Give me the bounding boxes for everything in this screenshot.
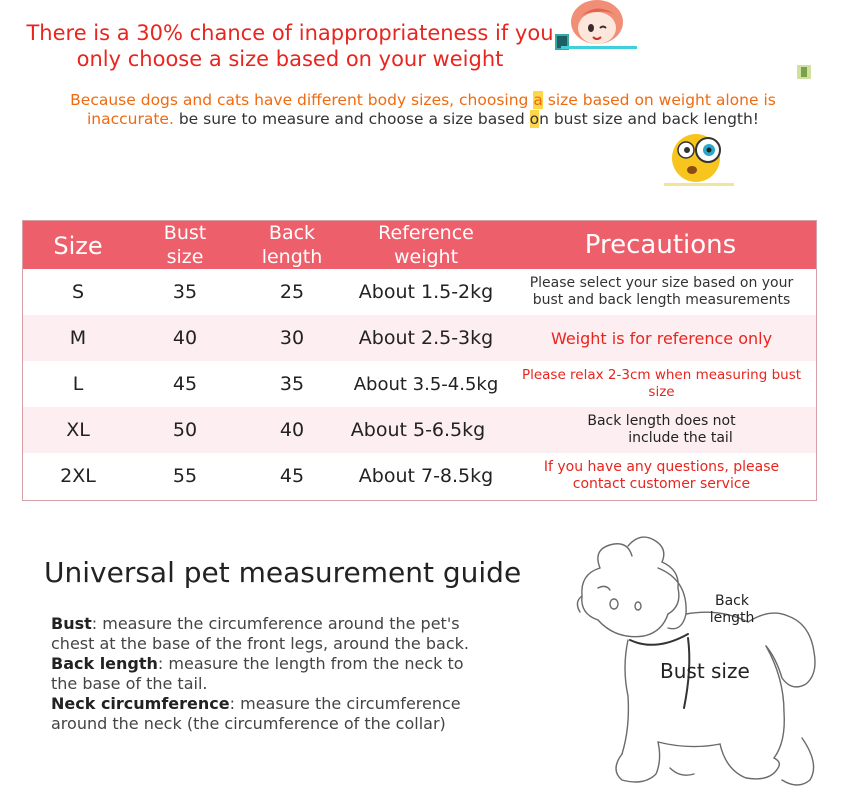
note-text: size based on weight alone is bbox=[542, 91, 776, 109]
cell-size: L bbox=[72, 373, 84, 395]
guide-back-term: Back length bbox=[51, 654, 158, 673]
header-weight bbox=[351, 221, 501, 269]
cell-back: 30 bbox=[279, 327, 305, 349]
table-row bbox=[23, 315, 816, 361]
cell-size: XL bbox=[66, 419, 90, 441]
cell-precaution bbox=[505, 269, 818, 315]
table-header bbox=[23, 221, 816, 269]
cell-size: S bbox=[71, 281, 85, 303]
cell-bust: 40 bbox=[172, 327, 198, 349]
back-length-label-line-2: length bbox=[709, 610, 755, 626]
cell-back: 35 bbox=[279, 373, 305, 395]
guide-neck-text: : measure the circumference around the neck (the circumference of the collar) bbox=[51, 694, 461, 733]
header-precautions: Precautions bbox=[584, 230, 737, 260]
cell-weight: About 5-6.5kg bbox=[350, 419, 486, 441]
precaution-line-1: Weight is for reference only bbox=[550, 328, 773, 348]
cell-size: M bbox=[69, 327, 87, 349]
header-weight-line-1: Reference bbox=[378, 222, 474, 244]
note-text: be sure to measure and choose a size based bbox=[173, 110, 530, 128]
note-highlight: a bbox=[533, 91, 543, 109]
precaution-line-2: contact customer service bbox=[572, 476, 751, 492]
guide-back bbox=[51, 654, 491, 694]
table-row bbox=[23, 407, 816, 453]
headline-line-1: There is a 30% chance of inappropriateness if you bbox=[26, 21, 554, 45]
cell-precaution bbox=[505, 315, 818, 361]
note-text: n bust size and back length! bbox=[539, 110, 760, 128]
guide-title: Universal pet measurement guide bbox=[44, 556, 522, 589]
cell-bust: 50 bbox=[172, 419, 198, 441]
cell-precaution bbox=[505, 361, 818, 407]
cell-bust: 35 bbox=[172, 281, 198, 303]
header-weight-line-2: weight bbox=[393, 246, 459, 268]
cell-bust: 45 bbox=[172, 373, 198, 395]
cell-weight: About 3.5-4.5kg bbox=[353, 373, 499, 395]
table-row bbox=[23, 361, 816, 407]
table-row bbox=[23, 269, 816, 315]
header-bust-line-1: Bust bbox=[163, 222, 207, 244]
note-text: Because dogs and cats have different body sizes, choosing bbox=[70, 91, 534, 109]
cell-back: 40 bbox=[279, 419, 305, 441]
cartoon-girl-sticker-icon bbox=[553, 0, 639, 54]
bust-size-label: Bust size bbox=[660, 659, 750, 683]
header-back-line-1: Back bbox=[268, 222, 316, 244]
size-warning-note bbox=[0, 91, 846, 129]
cell-precaution bbox=[505, 453, 818, 499]
back-length-label bbox=[699, 593, 765, 627]
cell-back: 25 bbox=[279, 281, 305, 303]
precaution-line-2: size bbox=[648, 384, 675, 400]
header-bust-line-2: size bbox=[166, 246, 204, 268]
cell-bust: 55 bbox=[172, 465, 198, 487]
guide-bust-text: : measure the circumference around the pet's chest at the base of the front legs, around the back. bbox=[51, 614, 469, 653]
table-row bbox=[23, 453, 816, 499]
peeking-emoji-sticker-icon bbox=[664, 128, 734, 188]
guide-bust bbox=[51, 614, 491, 654]
precaution-line-2: bust and back length measurements bbox=[532, 292, 791, 308]
cell-weight: About 2.5-3kg bbox=[358, 327, 494, 349]
measurement-guide-text bbox=[51, 614, 491, 734]
precaution-line-1: Please relax 2-3cm when measuring bust bbox=[521, 367, 802, 383]
header-back bbox=[248, 221, 336, 269]
guide-neck-term: Neck circumference bbox=[51, 694, 230, 713]
guide-back-text: : measure the length from the neck to the base of the tail. bbox=[51, 654, 464, 693]
cell-weight: About 1.5-2kg bbox=[358, 281, 494, 303]
guide-neck bbox=[51, 694, 491, 734]
small-sticker-icon bbox=[796, 64, 812, 80]
precaution-line-1: If you have any questions, please bbox=[543, 459, 780, 475]
cell-back: 45 bbox=[279, 465, 305, 487]
precaution-line-1: Please select your size based on your bbox=[529, 275, 794, 291]
headline bbox=[0, 20, 580, 72]
cell-size: 2XL bbox=[60, 465, 96, 487]
precaution-line-1: Back length does not bbox=[587, 413, 736, 429]
headline-line-2: only choose a size based on your weight bbox=[76, 47, 504, 71]
header-bust bbox=[139, 221, 231, 269]
note-highlight: o bbox=[529, 110, 540, 128]
precaution-line-2: include the tail bbox=[628, 430, 733, 446]
size-table bbox=[22, 220, 817, 501]
back-length-label-line-1: Back bbox=[715, 593, 749, 609]
cell-weight: About 7-8.5kg bbox=[358, 465, 494, 487]
header-back-line-2: length bbox=[261, 246, 323, 268]
cell-precaution bbox=[505, 407, 818, 453]
note-text: inaccurate. bbox=[86, 110, 174, 128]
header-size: Size bbox=[53, 232, 103, 260]
guide-bust-term: Bust bbox=[51, 614, 92, 633]
